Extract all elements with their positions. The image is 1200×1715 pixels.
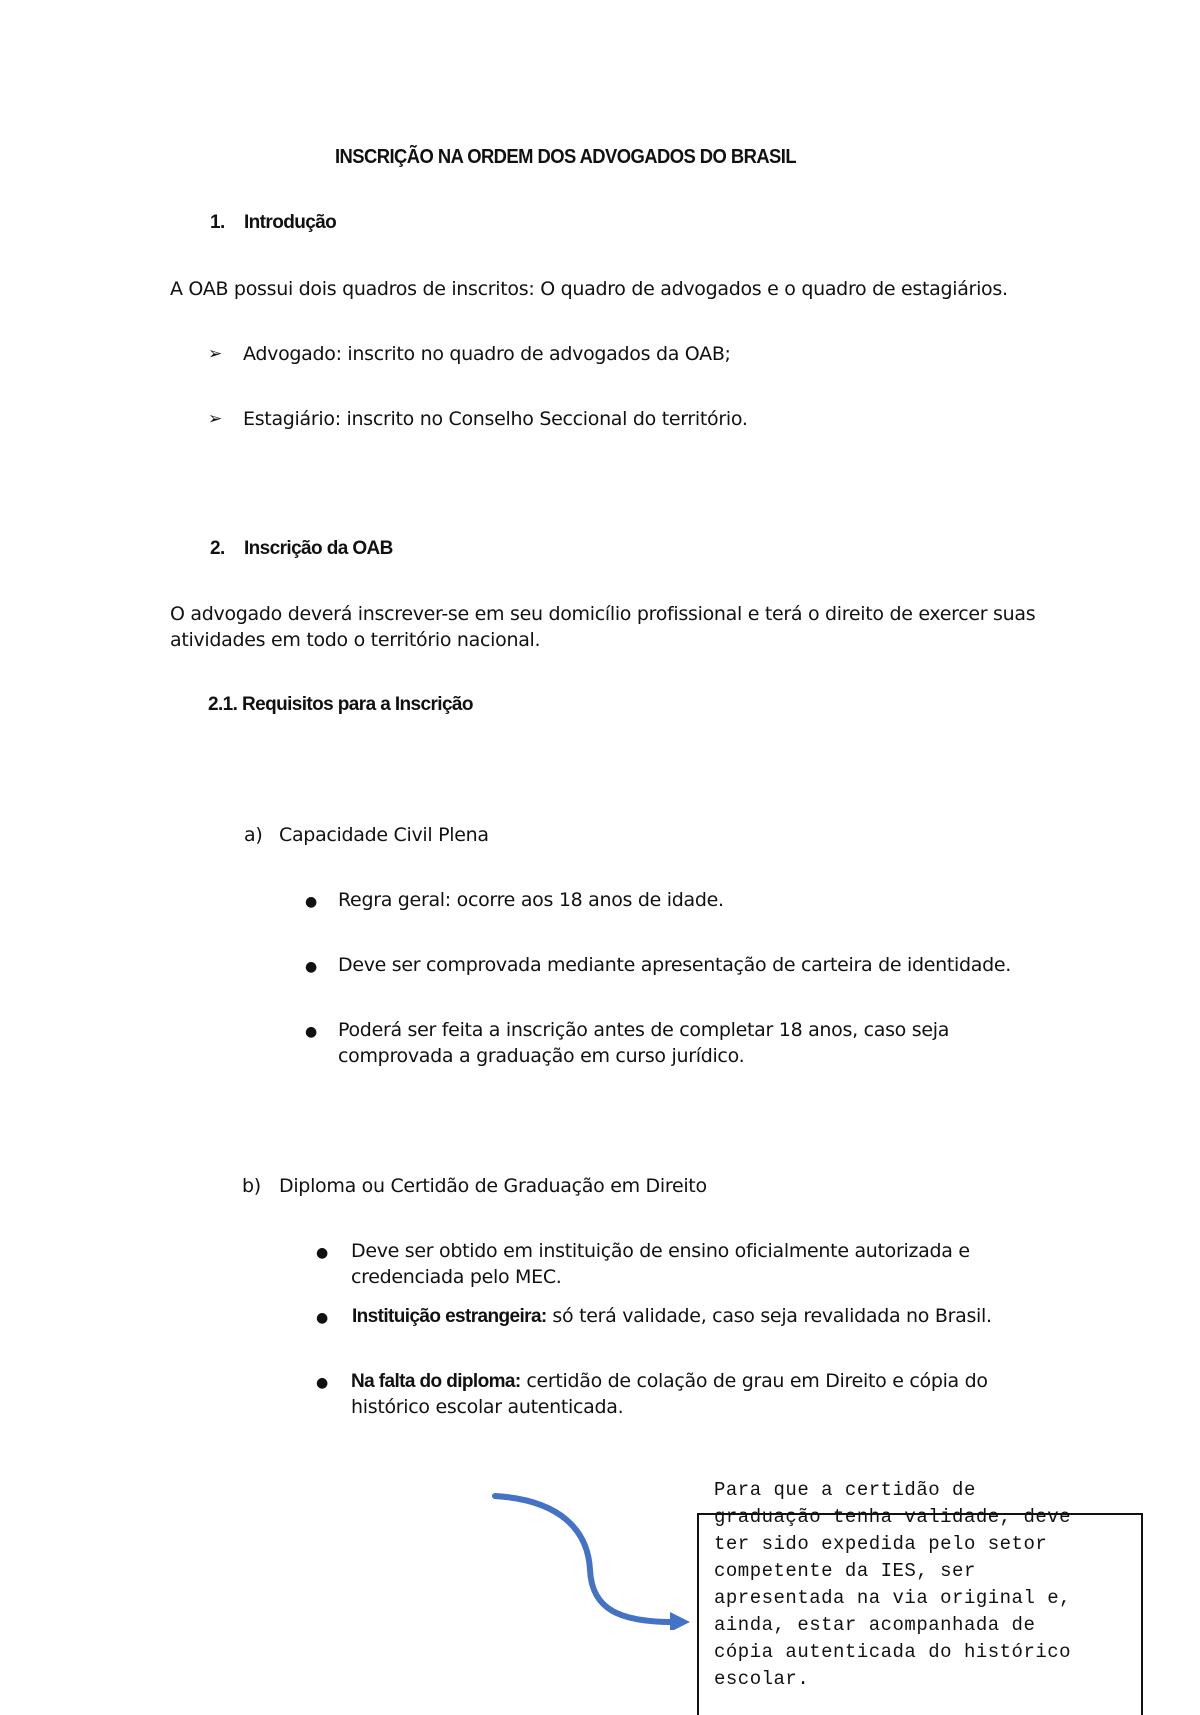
list-item: Regra geral: ocorre aos 18 anos de idade. [338,889,724,911]
item-a-marker: a) [244,824,263,846]
bullet-icon: ● [316,1375,329,1391]
section-2-paragraph-line: atividades em todo o território nacional. [170,629,541,651]
section-1-paragraph: A OAB possui dois quadros de inscritos: O quadro de advogados e o quadro de estagiários. [170,278,1008,300]
list-item-text: só terá validade, caso seja revalidada no Brasil. [552,1305,992,1327]
list-item: Poderá ser feita a inscrição antes de completar 18 anos, caso seja [338,1019,950,1041]
section-1-number: 1. [210,212,225,233]
list-item-continuation: histórico escolar autenticada. [351,1396,624,1418]
list-item [351,1368,988,1395]
bullet-icon: ● [305,1024,318,1040]
arrow-bullet-icon: ➢ [208,409,222,429]
section-1-heading: Introdução [244,212,337,233]
list-item: Estagiário: inscrito no Conselho Seccional do território. [243,408,748,430]
arrow-bullet-icon: ➢ [208,344,222,364]
bullet-icon: ● [305,959,318,975]
list-item-continuation: comprovada a graduação em curso jurídico. [338,1045,745,1067]
bullet-icon: ● [316,1310,329,1326]
list-item [352,1303,992,1330]
item-a-label: Capacidade Civil Plena [279,824,489,846]
list-item-continuation: credenciada pelo MEC. [351,1266,562,1288]
bullet-icon: ● [316,1245,329,1261]
subsection-number: 2.1. [208,694,238,715]
item-b-label: Diploma ou Certidão de Graduação em Direito [279,1175,707,1197]
section-2-heading: Inscrição da OAB [244,538,393,559]
subsection-heading: Requisitos para a Inscrição [242,694,473,715]
list-item-text: certidão de colação de grau em Direito e cópia do [526,1370,988,1392]
item-b-marker: b) [242,1175,261,1197]
curved-arrow-icon [480,1480,700,1630]
list-item: Deve ser comprovada mediante apresentação de carteira de identidade. [338,954,1011,976]
list-item: Advogado: inscrito no quadro de advogados da OAB; [243,343,731,365]
list-item-bold-lead: Na falta do diploma: [351,1371,521,1392]
bullet-icon: ● [305,894,318,910]
section-2-paragraph-line: O advogado deverá inscrever-se em seu domicílio profissional e terá o direito de exercer suas [170,603,1036,625]
page-title: INSCRIÇÃO NA ORDEM DOS ADVOGADOS DO BRASIL [335,146,797,168]
list-item: Deve ser obtido em instituição de ensino oficialmente autorizada e [351,1240,970,1262]
section-2-number: 2. [210,538,225,559]
note-text: Para que a certidão de graduação tenha validade, deve ter sido expedida pelo setor competente da IES, ser apresentada na via original e, ainda, estar acompanhada de cópia autenticada do histórico escolar. [714,1479,1072,1690]
list-item-bold-lead: Instituição estrangeira: [352,1306,547,1327]
